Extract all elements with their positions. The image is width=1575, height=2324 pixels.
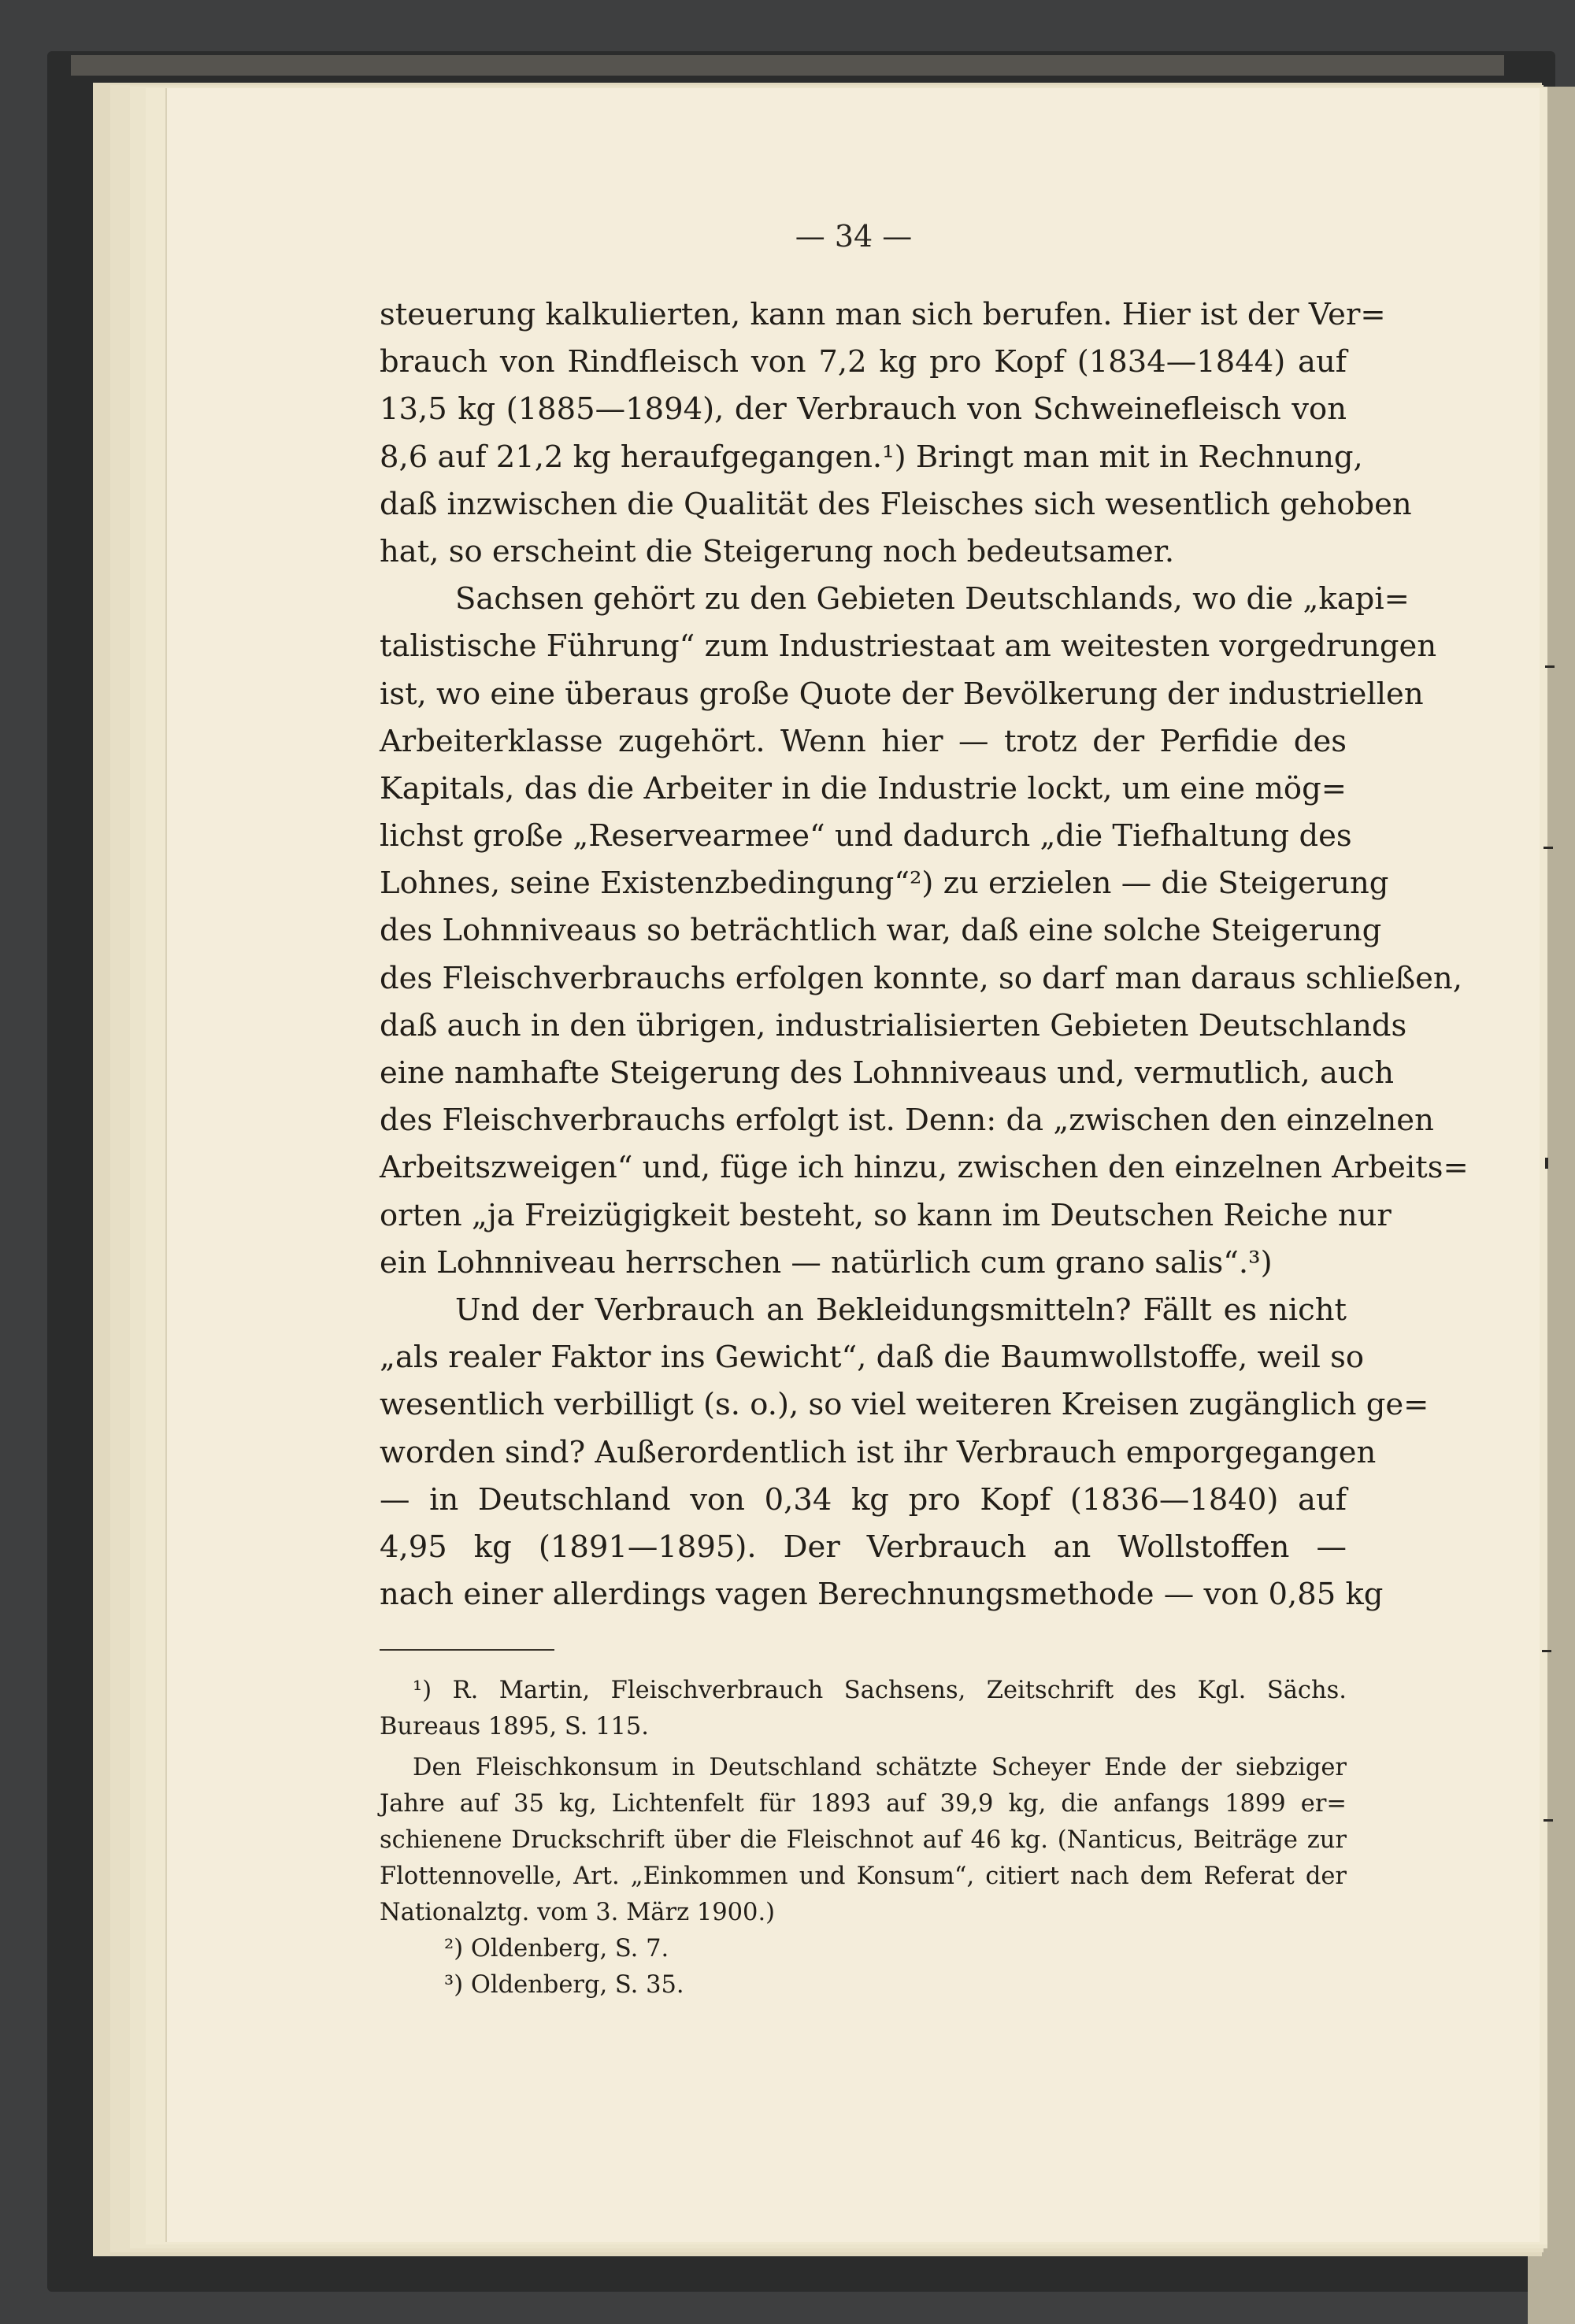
footnote-line: Bureaus 1895, S. 115. xyxy=(380,1713,649,1740)
text-line: Arbeitszweigen“ und, füge ich hinzu, zwischen den einzelnen Arbeits= xyxy=(380,1150,1469,1186)
text-line: talistische Führung“ zum Industriestaat am weitesten vorgedrungen xyxy=(380,628,1437,665)
text-line: Lohnes, seine Existenzbedingung“²) zu erzielen — die Steigerung xyxy=(380,865,1389,902)
text-line: — in Deutschland von 0,34 kg pro Kopf (1836—1840) auf xyxy=(380,1481,1347,1518)
text-line: „als realer Faktor ins Gewicht“, daß die Baumwollstoffe, weil so xyxy=(380,1340,1365,1376)
text-line: Kapitals, das die Arbeiter in die Industrie lockt, um eine mög= xyxy=(380,770,1347,806)
text-line: nach einer allerdings vagen Berechnungsmethode — von 0,85 kg xyxy=(380,1577,1384,1613)
margin-mark xyxy=(1545,1158,1548,1169)
text-line: steuerung kalkulierten, kann man sich berufen. Hier ist der Ver= xyxy=(380,297,1386,332)
text-line: lichst große „Reservearmee“ und dadurch „die Tiefhaltung des xyxy=(380,818,1352,854)
footnote-line: schienene Druckschrift über die Fleischnot auf 46 kg. (Nanticus, Beiträge zur xyxy=(380,1826,1347,1854)
footnote-line: Den Fleischkonsum in Deutschland schätzte Scheyer Ende der siebziger xyxy=(413,1754,1347,1781)
footnote-line: ²) Oldenberg, S. 7. xyxy=(444,1935,669,1963)
margin-mark xyxy=(1544,847,1553,849)
text-line: Arbeiterklasse zugehört. Wenn hier — trotz der Perfidie des xyxy=(380,723,1347,759)
text-line: orten „ja Freizügigkeit besteht, so kann im Deutschen Reiche nur xyxy=(380,1197,1392,1233)
text-line: 13,5 kg (1885—1894), der Verbrauch von Schweinefleisch von xyxy=(380,391,1347,428)
text-line: wesentlich verbilligt (s. o.), so viel weiteren Kreisen zugänglich ge= xyxy=(380,1387,1429,1423)
margin-mark xyxy=(1545,665,1555,668)
text-line: hat, so erscheint die Steigerung noch bedeutsamer. xyxy=(380,533,1175,569)
body-text xyxy=(380,291,1469,1618)
cover-edge xyxy=(71,55,1504,76)
text-line: des Lohnniveaus so beträchtlich war, daß eine solche Steigerung xyxy=(380,913,1382,949)
footnote-line: Jahre auf 35 kg, Lichtenfelt für 1893 auf 39,9 kg, die anfangs 1899 er= xyxy=(380,1790,1347,1818)
footnote-rule xyxy=(380,1649,554,1651)
text-line: des Fleischverbrauchs erfolgen konnte, so darf man daraus schließen, xyxy=(380,960,1462,996)
footnote-line: ¹) R. Martin, Fleischverbrauch Sachsens, Zeitschrift des Kgl. Sächs. xyxy=(413,1677,1347,1704)
text-line: des Fleischverbrauchs erfolgt ist. Denn: da „zwischen den einzelnen xyxy=(380,1103,1434,1139)
footnote-line: Nationalztg. vom 3. März 1900.) xyxy=(380,1899,776,1926)
text-line: ist, wo eine überaus große Quote der Bevölkerung der industriellen xyxy=(380,676,1424,712)
text-line: Und der Verbrauch an Bekleidungsmitteln? Fällt es nicht xyxy=(455,1292,1347,1328)
text-line: daß auch in den übrigen, industrialisierten Gebieten Deutschlands xyxy=(380,1007,1407,1043)
text-line: daß inzwischen die Qualität des Fleisches sich wesentlich gehoben xyxy=(380,486,1412,522)
text-line: Sachsen gehört zu den Gebieten Deutschlands, wo die „kapi= xyxy=(455,581,1410,617)
margin-mark xyxy=(1544,1819,1553,1822)
footnote-line: Flottennovelle, Art. „Einkommen und Konsum“, citiert nach dem Referat der xyxy=(380,1863,1347,1890)
text-line: brauch von Rindfleisch von 7,2 kg pro Kopf (1834—1844) auf xyxy=(380,344,1347,380)
text-line: eine namhafte Steigerung des Lohnniveaus und, vermutlich, auch xyxy=(380,1055,1395,1091)
margin-mark xyxy=(1542,1650,1551,1652)
text-line: worden sind? Außerordentlich ist ihr Verbrauch emporgegangen xyxy=(380,1434,1377,1470)
page-number: — 34 — xyxy=(795,219,913,254)
footnote-line: ³) Oldenberg, S. 35. xyxy=(444,1971,684,1999)
footnotes xyxy=(380,1673,1347,2003)
text-line: ein Lohnniveau herrschen — natürlich cum grano salis“.³) xyxy=(380,1244,1273,1281)
text-line: 4,95 kg (1891—1895). Der Verbrauch an Wollstoffen — xyxy=(380,1529,1347,1565)
text-line: 8,6 auf 21,2 kg heraufgegangen.¹) Bringt man mit in Rechnung, xyxy=(380,439,1363,475)
